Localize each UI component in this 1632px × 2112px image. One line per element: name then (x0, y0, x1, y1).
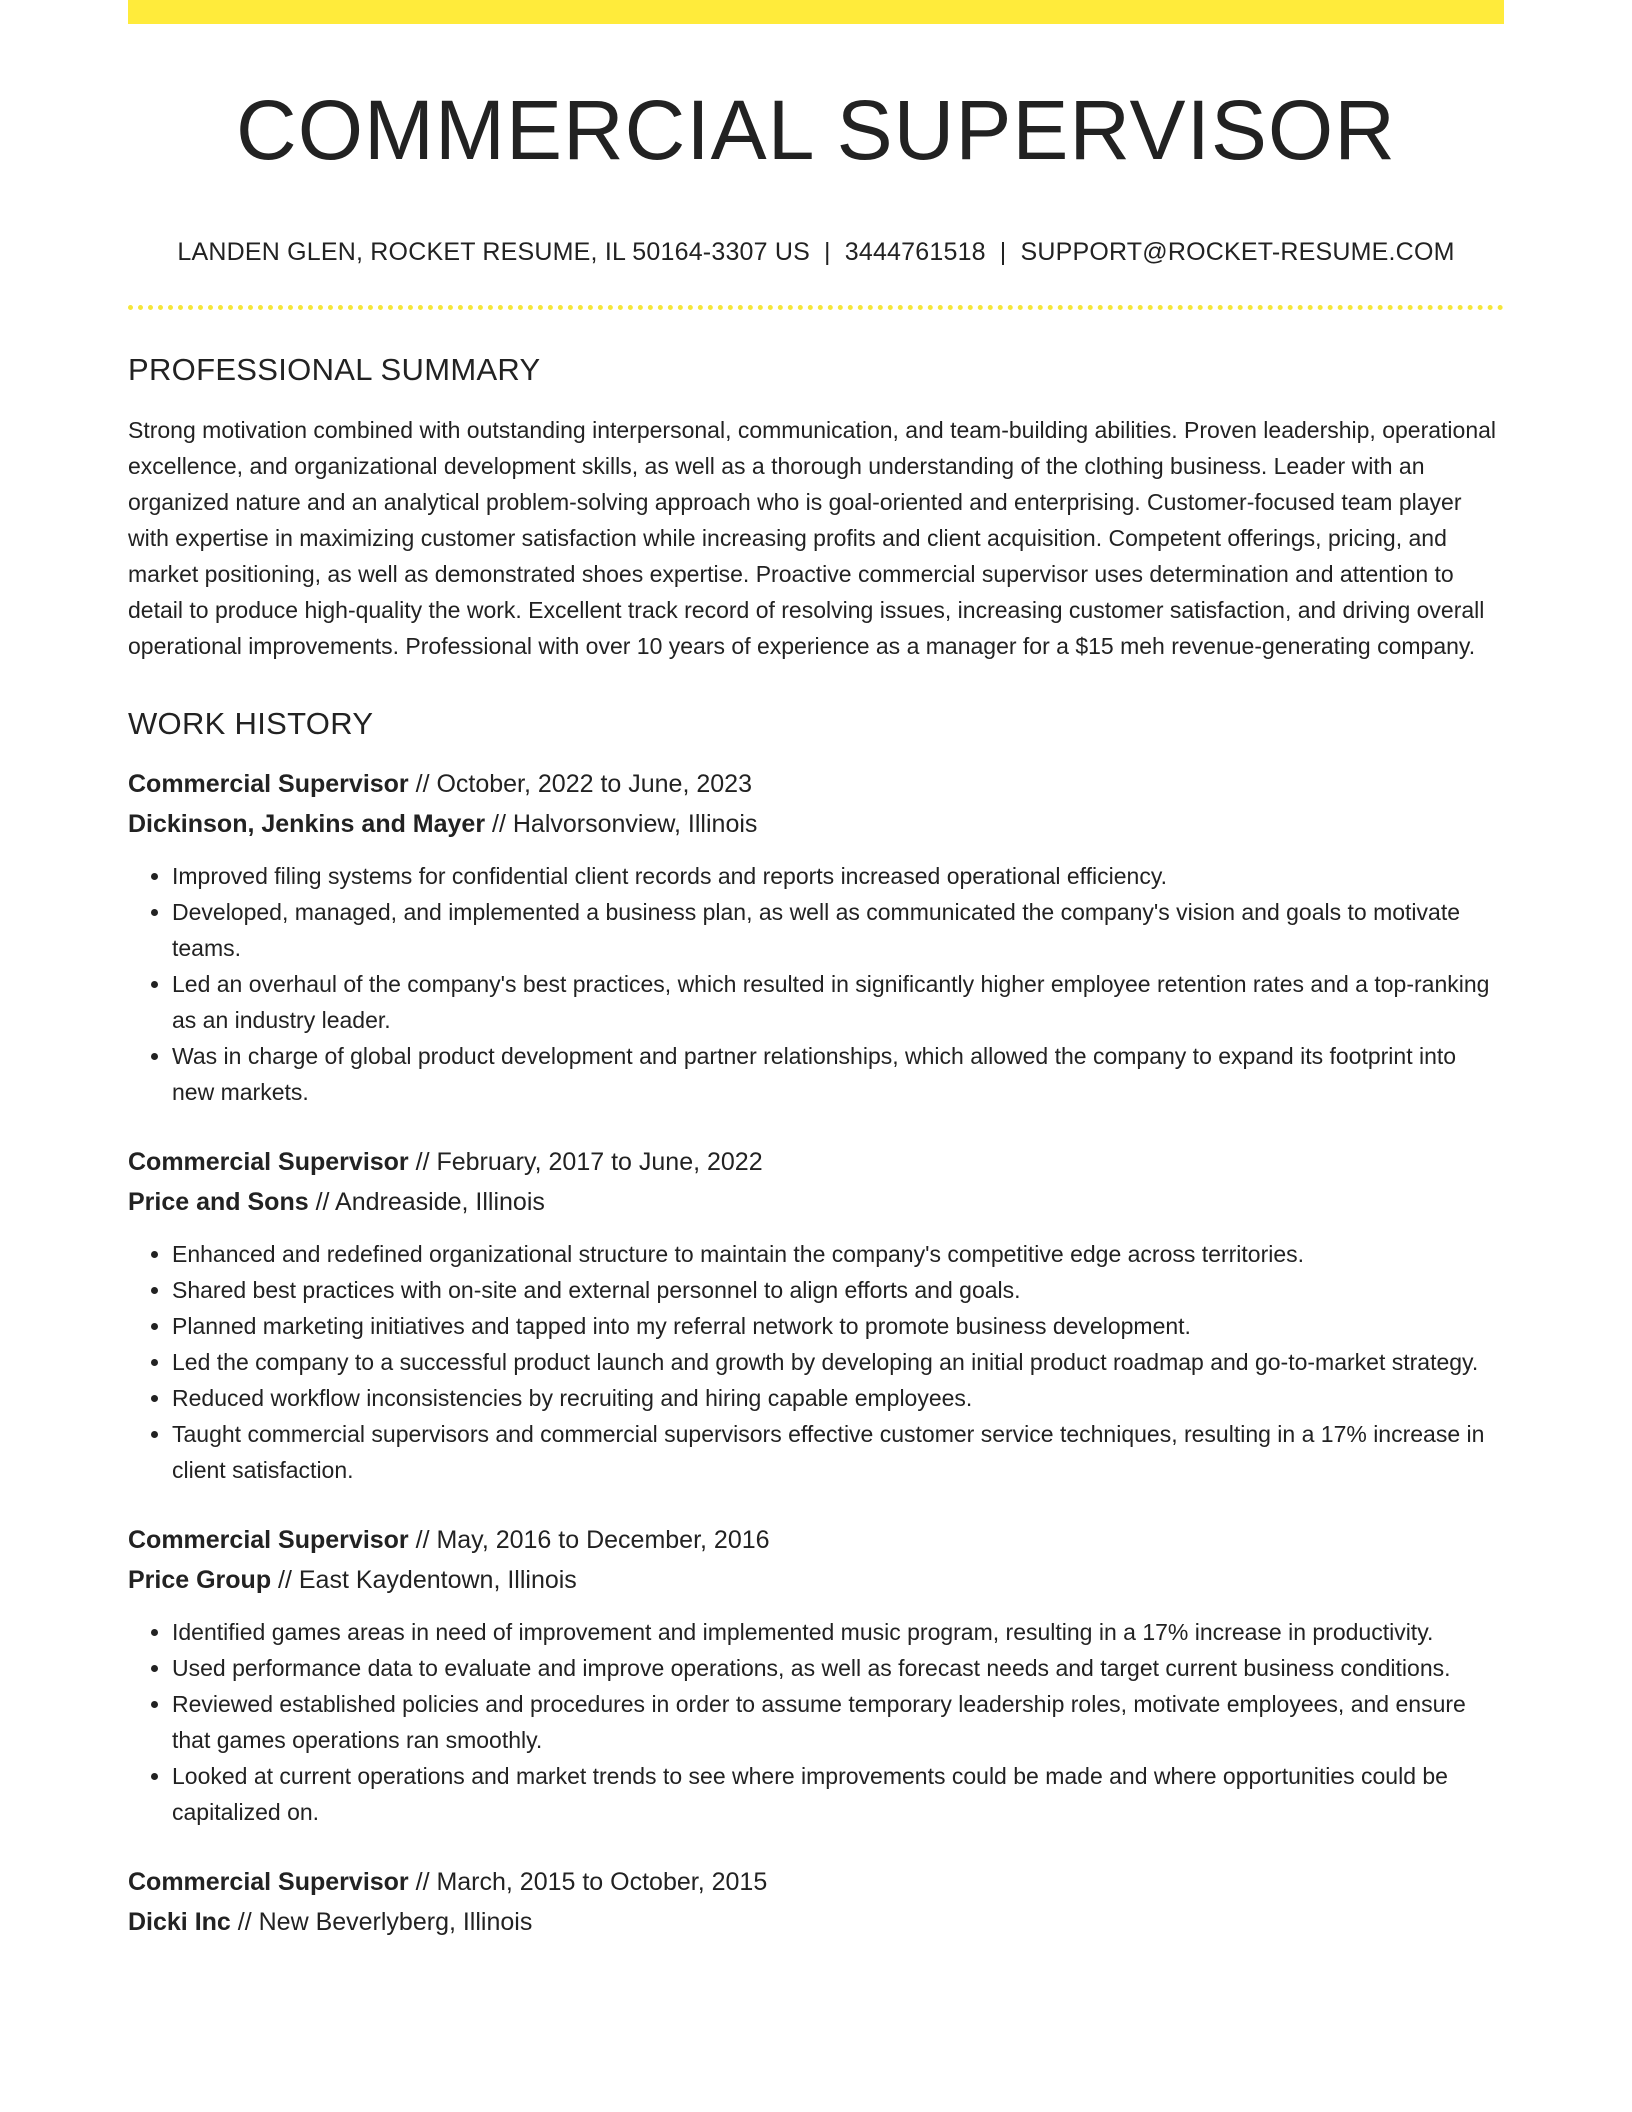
job-location: // East Kaydentown, Illinois (271, 1566, 577, 1595)
job-title: Commercial Supervisor (128, 1868, 409, 1897)
job-title-line (128, 1520, 1504, 1560)
job-bullet: • Enhanced and redefined organizational structure to maintain the company's competitive edge across territories. (172, 1236, 1504, 1272)
job-bullet: • Was in charge of global product development and partner relationships, which allowed the company to expand its footprint into new markets. (172, 1038, 1504, 1110)
job-bullet: • Used performance data to evaluate and improve operations, as well as forecast needs and target current business conditions. (172, 1650, 1504, 1686)
job-dates: // May, 2016 to December, 2016 (408, 1526, 770, 1555)
work-history-heading: WORK HISTORY (128, 706, 374, 742)
job-bullet-list (128, 1236, 1504, 1488)
contact-email: SUPPORT@ROCKET-RESUME.COM (1020, 238, 1455, 267)
summary-text: Strong motivation combined with outstanding interpersonal, communication, and team-building abilities. Proven leadership, operational excellence, and organizational development skills, as well as a thorough understanding of the clothing business. Leader with an organized nature and an analytical problem-solving approach who is goal-oriented and enterprising. Customer-focused team player with expertise in maximizing customer satisfaction while increasing profits and client acquisition. Competent offerings, pricing, and market positioning, as well as demonstrated shoes expertise. Proactive commercial supervisor uses determination and attention to detail to produce high-quality the work. Excellent track record of resolving issues, increasing customer satisfaction, and driving overall operational improvements. Professional with over 10 years of experience as a manager for a $15 meh revenue-generating company. (128, 417, 1497, 660)
job-company: Price and Sons (128, 1188, 309, 1217)
accent-bar (128, 0, 1504, 24)
job-title: Commercial Supervisor (128, 770, 409, 799)
job-title: Commercial Supervisor (128, 1526, 409, 1555)
job-location: // Andreaside, Illinois (308, 1188, 545, 1217)
job-bullet: • Looked at current operations and market trends to see where improvements could be made and where opportunities could be capitalized on. (172, 1758, 1504, 1830)
job-bullet: • Taught commercial supervisors and commercial supervisors effective customer service techniques, resulting in a 17% increase in client satisfaction. (172, 1416, 1504, 1488)
job-entry (128, 1520, 1504, 1830)
job-bullet: • Improved filing systems for confidential client records and reports increased operational efficiency. (172, 858, 1504, 894)
job-bullet: • Led an overhaul of the company's best practices, which resulted in significantly higher employee retention rates and a top-ranking as an industry leader. (172, 966, 1504, 1038)
job-title: Commercial Supervisor (128, 1148, 409, 1177)
job-dates: // October, 2022 to June, 2023 (408, 770, 752, 799)
job-entry (128, 1862, 1504, 1942)
job-dates: // February, 2017 to June, 2022 (408, 1148, 763, 1177)
summary-heading: PROFESSIONAL SUMMARY (128, 352, 541, 388)
contact-address: LANDEN GLEN, ROCKET RESUME, IL 50164-3307 US (177, 238, 811, 267)
header-divider (128, 305, 1504, 310)
job-bullet: • Reduced workflow inconsistencies by recruiting and hiring capable employees. (172, 1380, 1504, 1416)
job-bullet: • Identified games areas in need of improvement and implemented music program, resulting in a 17% increase in productivity. (172, 1614, 1504, 1650)
job-company: Price Group (128, 1566, 272, 1595)
contact-separator: | (824, 238, 831, 267)
job-company-line (128, 1182, 1504, 1222)
job-bullet: • Reviewed established policies and procedures in order to assume temporary leadership roles, motivate employees, and ensure that games operations ran smoothly. (172, 1686, 1504, 1758)
job-location: // Halvorsonview, Illinois (485, 810, 758, 839)
job-title-line (128, 1142, 1504, 1182)
job-bullet-list (128, 858, 1504, 1110)
contact-phone: 3444761518 (844, 238, 986, 267)
job-entry (128, 1142, 1504, 1488)
job-dates: // March, 2015 to October, 2015 (408, 1868, 768, 1897)
work-history-list (128, 764, 1504, 1942)
job-company: Dickinson, Jenkins and Mayer (128, 810, 486, 839)
job-entry (128, 764, 1504, 1110)
job-company-line (128, 1560, 1504, 1600)
contact-separator: | (999, 238, 1007, 267)
resume-page (128, 0, 1504, 1942)
job-company-line (128, 804, 1504, 844)
job-title-line (128, 1862, 1504, 1902)
job-company-line (128, 1902, 1504, 1942)
job-title-line (128, 764, 1504, 804)
contact-line (128, 238, 1504, 267)
job-bullet: • Led the company to a successful product launch and growth by developing an initial product roadmap and go-to-market strategy. (172, 1344, 1504, 1380)
job-location: // New Beverlyberg, Illinois (230, 1908, 533, 1937)
job-company: Dicki Inc (128, 1908, 231, 1937)
resume-title: COMMERCIAL SUPERVISOR (236, 83, 1396, 177)
job-bullet: • Developed, managed, and implemented a business plan, as well as communicated the company's vision and goals to motivate teams. (172, 894, 1504, 966)
job-bullet-list (128, 1614, 1504, 1830)
job-bullet: • Planned marketing initiatives and tapped into my referral network to promote business development. (172, 1308, 1504, 1344)
job-bullet: • Shared best practices with on-site and external personnel to align efforts and goals. (172, 1272, 1504, 1308)
